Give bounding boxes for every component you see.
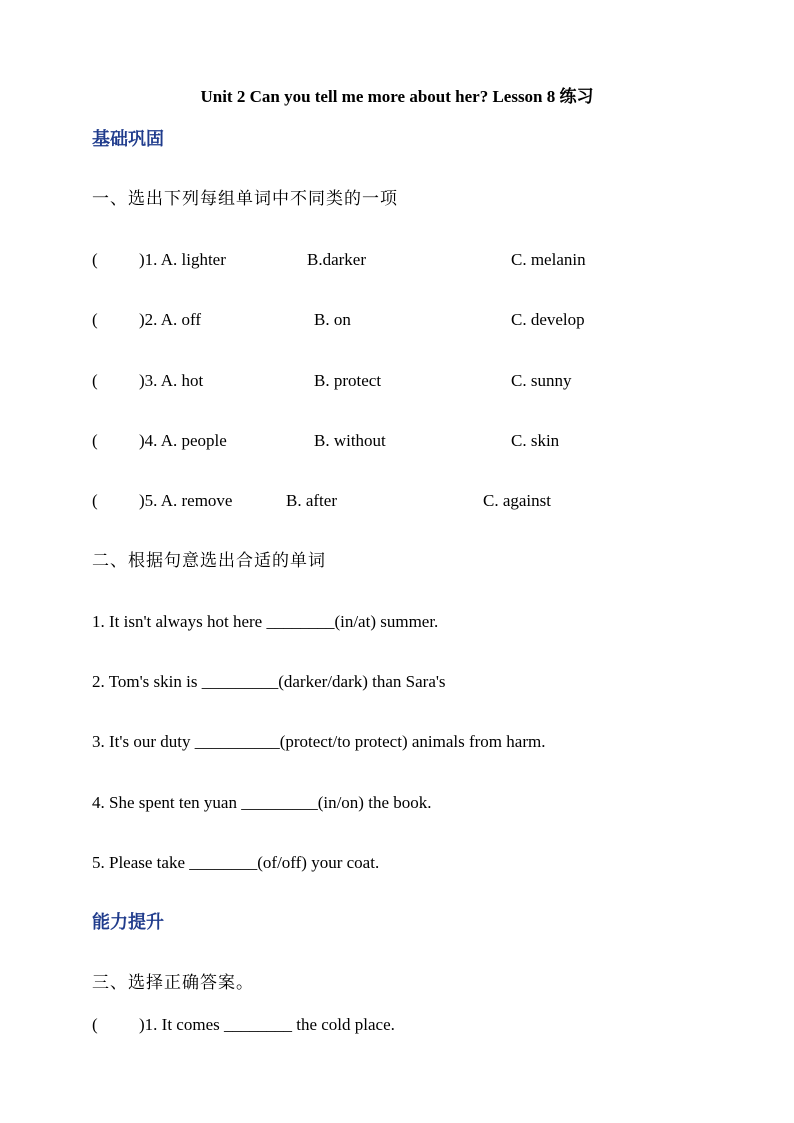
part-one-heading: 一、选出下列每组单词中不同类的一项	[92, 189, 398, 208]
choice-question-advanced-1	[0, 1014, 794, 1036]
question-option-c: C. skin	[511, 431, 560, 450]
question-text: )1. It comes ________ the cold place.	[139, 1015, 395, 1034]
question-option-a: )1. A. lighter	[139, 250, 226, 269]
question-option-c: C. melanin	[511, 250, 586, 269]
question-option-a: )2. A. off	[139, 310, 202, 329]
question-option-c: C. develop	[511, 310, 585, 329]
choice-question-2	[0, 309, 794, 331]
question-option-b: B. without	[314, 431, 386, 450]
fill-sentence-4: 4. She spent ten yuan _________(in/on) the book.	[92, 793, 432, 812]
fill-sentence-5: 5. Please take ________(of/off) your coat.	[92, 853, 380, 872]
question-option-a: )5. A. remove	[139, 491, 233, 510]
question-option-b: B.darker	[307, 250, 367, 269]
fill-sentence-3: 3. It's our duty __________(protect/to protect) animals from harm.	[92, 732, 546, 751]
choice-question-5	[0, 490, 794, 512]
answer-paren: (	[92, 250, 98, 269]
question-option-c: C. against	[483, 491, 551, 510]
question-option-a: )4. A. people	[139, 431, 227, 450]
answer-paren: (	[92, 491, 98, 510]
question-option-b: B. on	[314, 310, 351, 329]
answer-paren: (	[92, 310, 98, 329]
fill-sentence-1: 1. It isn't always hot here ________(in/at) summer.	[92, 612, 439, 631]
answer-paren: (	[92, 371, 98, 390]
answer-paren: (	[92, 1015, 98, 1034]
question-option-c: C. sunny	[511, 371, 572, 390]
choice-question-1	[0, 249, 794, 271]
page-title: Unit 2 Can you tell me more about her? Lesson 8 练习	[200, 87, 594, 106]
part-two-heading: 二、根据句意选出合适的单词	[92, 551, 326, 570]
choice-question-3	[0, 370, 794, 392]
answer-paren: (	[92, 431, 98, 450]
section-heading-advanced: 能力提升	[92, 912, 164, 932]
part-three-heading: 三、选择正确答案。	[92, 973, 254, 992]
section-heading-basic: 基础巩固	[92, 129, 164, 149]
question-option-b: B. protect	[314, 371, 382, 390]
fill-sentence-2: 2. Tom's skin is _________(darker/dark) than Sara's	[92, 672, 446, 691]
choice-question-4	[0, 430, 794, 452]
question-option-b: B. after	[286, 491, 337, 510]
question-option-a: )3. A. hot	[139, 371, 204, 390]
